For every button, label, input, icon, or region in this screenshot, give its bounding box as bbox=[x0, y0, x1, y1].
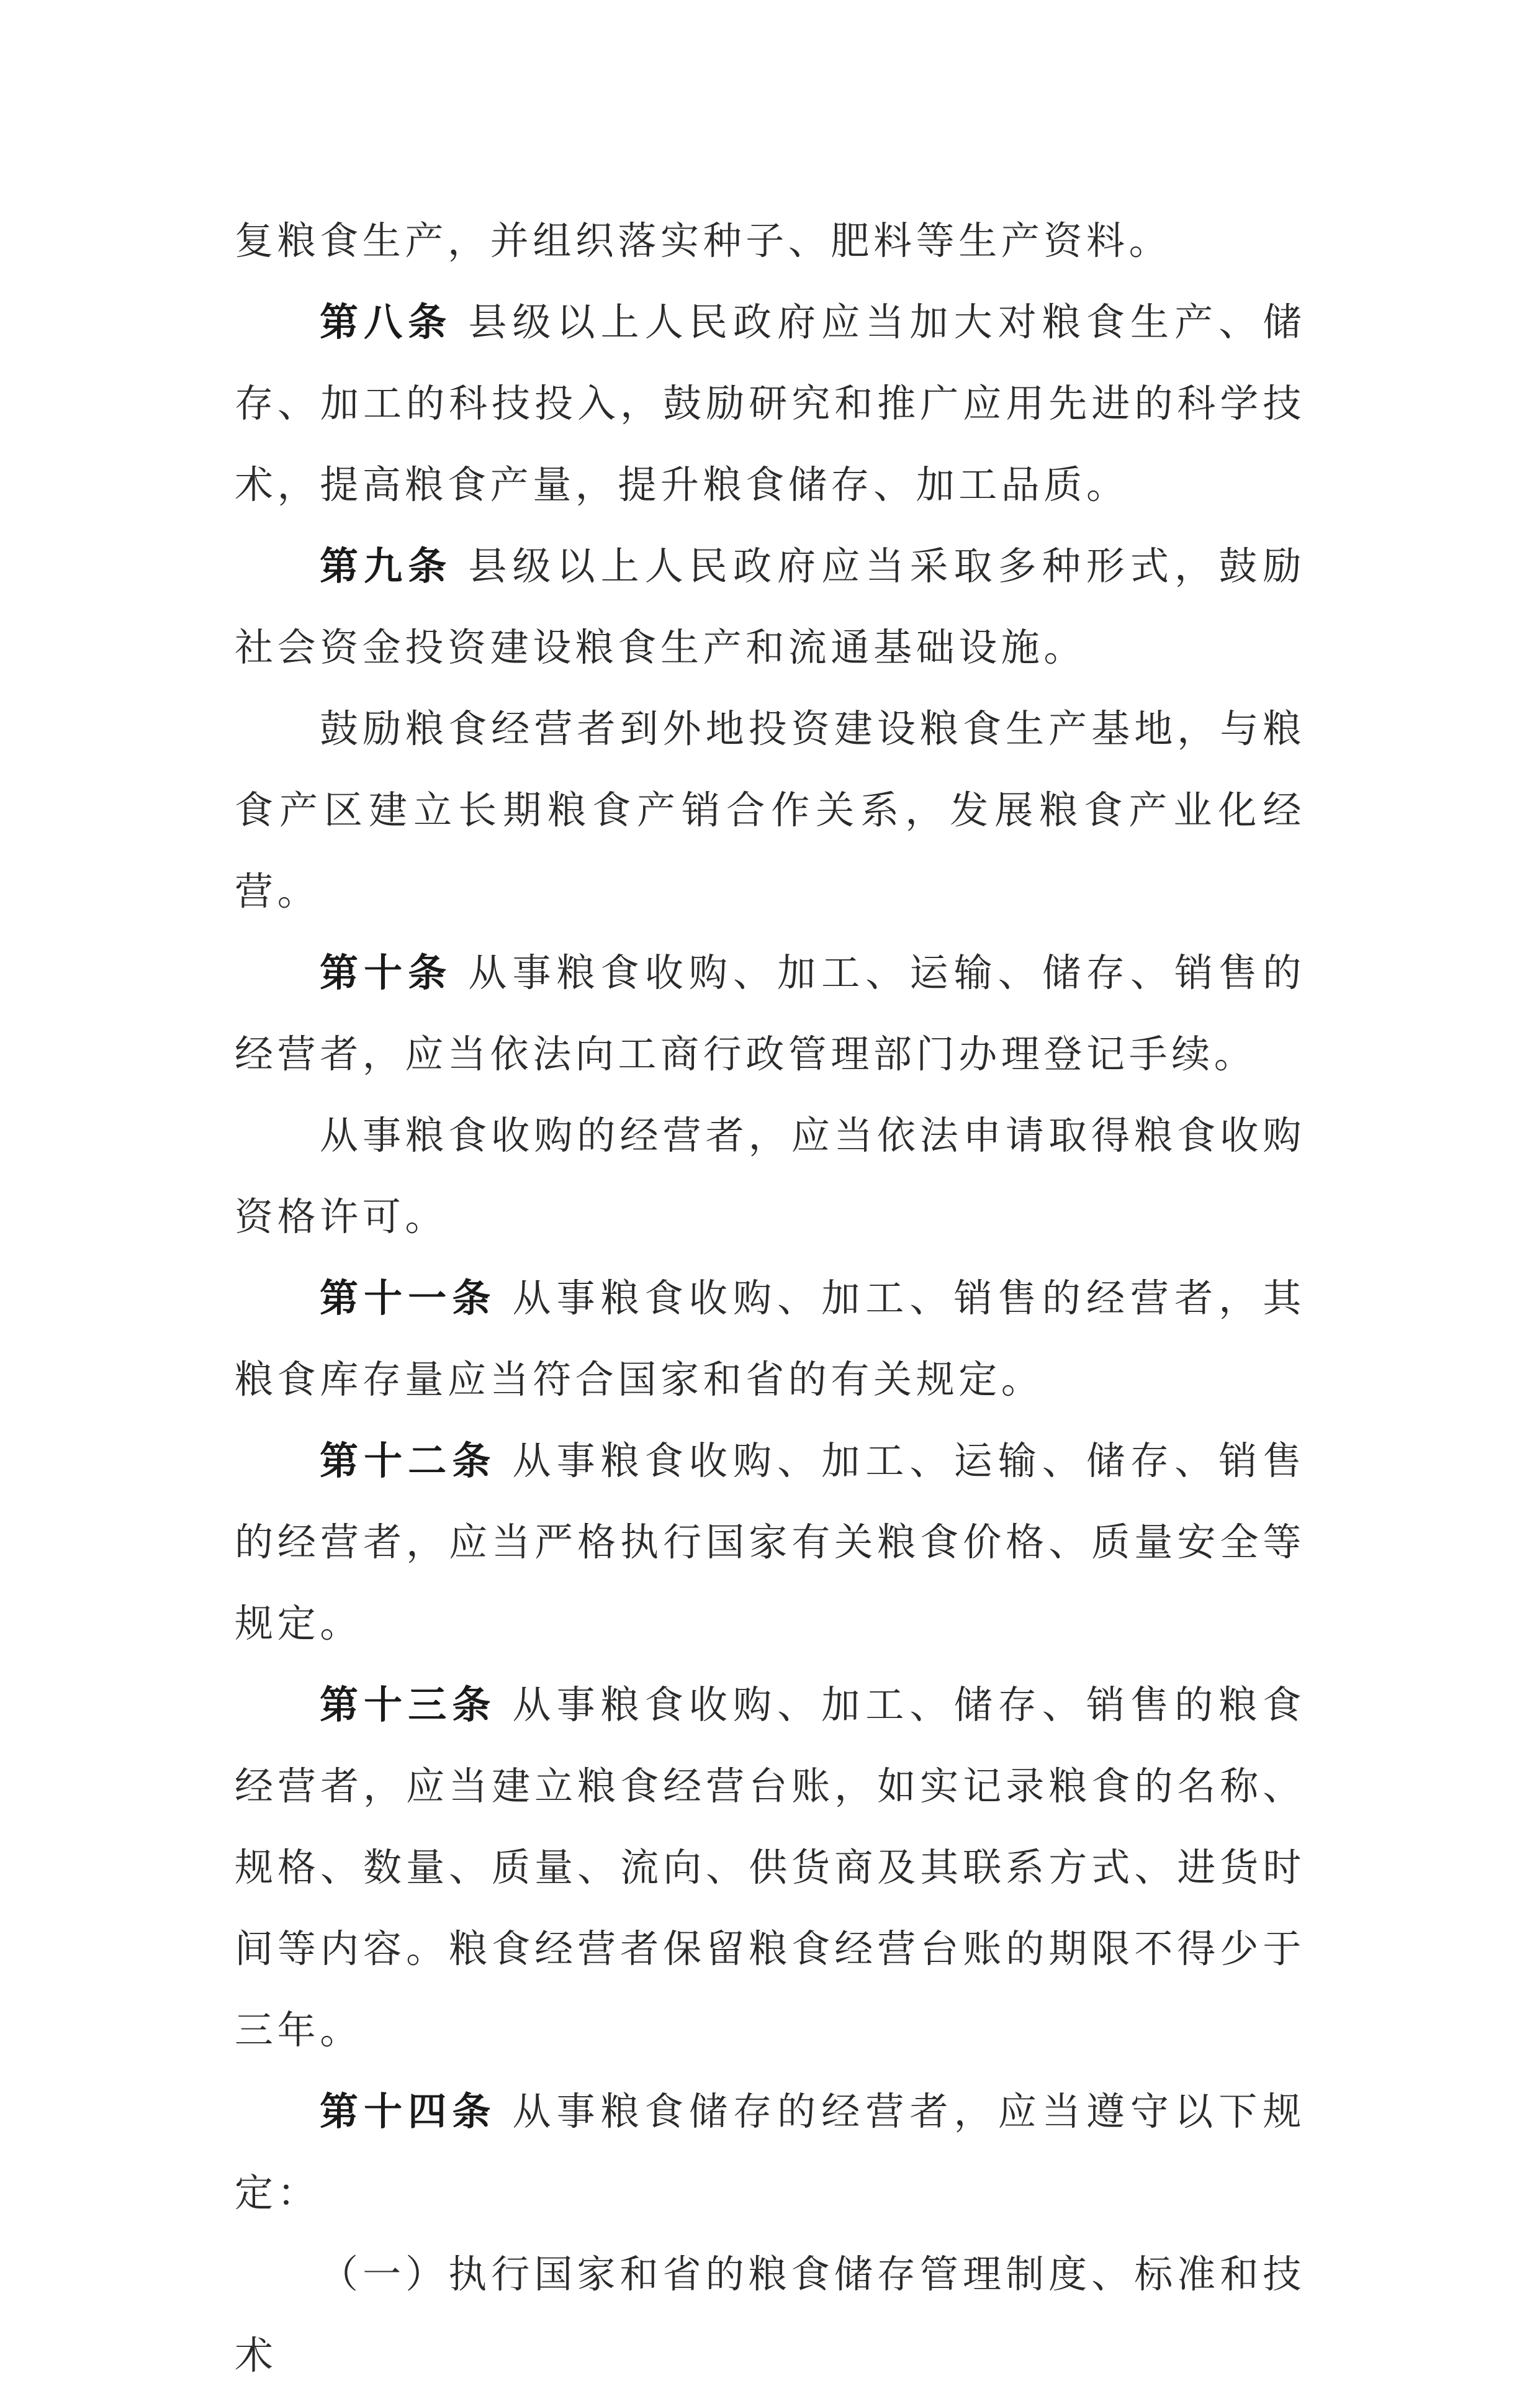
article-label: 第十三条 bbox=[320, 1682, 497, 1727]
paragraph-text: 县级以上人民政府应当加大对粮食生产、储存、加工的科技投入，鼓励研究和推广应用先进的科学技术，提高粮食产量，提升粮食储存、加工品质。 bbox=[235, 299, 1305, 507]
article-8 bbox=[235, 281, 1305, 525]
paragraph-continuation bbox=[235, 200, 1305, 281]
paragraph-text: 复粮食生产，并组织落实种子、肥料等生产资料。 bbox=[235, 218, 1172, 263]
article-10 bbox=[235, 932, 1305, 1095]
paragraph-text: 县级以上人民政府应当采取多种形式，鼓励社会资金投资建设粮食生产和流通基础设施。 bbox=[235, 543, 1305, 670]
article-13 bbox=[235, 1664, 1305, 2071]
article-10-paragraph-2 bbox=[235, 1095, 1305, 1257]
article-11 bbox=[235, 1257, 1305, 1420]
article-9-paragraph-2 bbox=[235, 688, 1305, 932]
article-label: 第十一条 bbox=[320, 1275, 497, 1321]
paragraph-text: 从事粮食收购、加工、储存、销售的粮食经营者，应当建立粮食经营台账，如实记录粮食的名称、规格、数量、质量、流向、供货商及其联系方式、进货时间等内容。粮食经营者保留粮食经营台账的期限不得少于三年。 bbox=[235, 1682, 1305, 2053]
article-label: 第十四条 bbox=[320, 2089, 497, 2134]
document-body bbox=[235, 200, 1305, 2396]
article-14-item-1 bbox=[235, 2233, 1305, 2396]
paragraph-text: 从事粮食收购、加工、运输、储存、销售的经营者，应当严格执行国家有关粮食价格、质量安全等规定。 bbox=[235, 1438, 1305, 1646]
article-label: 第十条 bbox=[320, 950, 453, 995]
article-label: 第十二条 bbox=[320, 1438, 497, 1483]
paragraph-text: 从事粮食收购的经营者，应当依法申请取得粮食收购资格许可。 bbox=[235, 1113, 1305, 1239]
paragraph-text: 鼓励粮食经营者到外地投资建设粮食生产基地，与粮食产区建立长期粮食产销合作关系，发展粮食产业化经营。 bbox=[235, 706, 1305, 914]
paragraph-text: 从事粮食收购、加工、销售的经营者，其粮食库存量应当符合国家和省的有关规定。 bbox=[235, 1275, 1305, 1402]
article-12 bbox=[235, 1420, 1305, 1664]
paragraph-text: 从事粮食储存的经营者，应当遵守以下规定： bbox=[235, 2089, 1305, 2215]
article-9 bbox=[235, 525, 1305, 688]
article-14 bbox=[235, 2071, 1305, 2233]
article-label: 第九条 bbox=[320, 543, 453, 589]
article-label: 第八条 bbox=[320, 299, 453, 345]
paragraph-text: 从事粮食收购、加工、运输、储存、销售的经营者，应当依法向工商行政管理部门办理登记手续。 bbox=[235, 950, 1305, 1077]
paragraph-text: （一）执行国家和省的粮食储存管理制度、标准和技术 bbox=[235, 2251, 1305, 2378]
